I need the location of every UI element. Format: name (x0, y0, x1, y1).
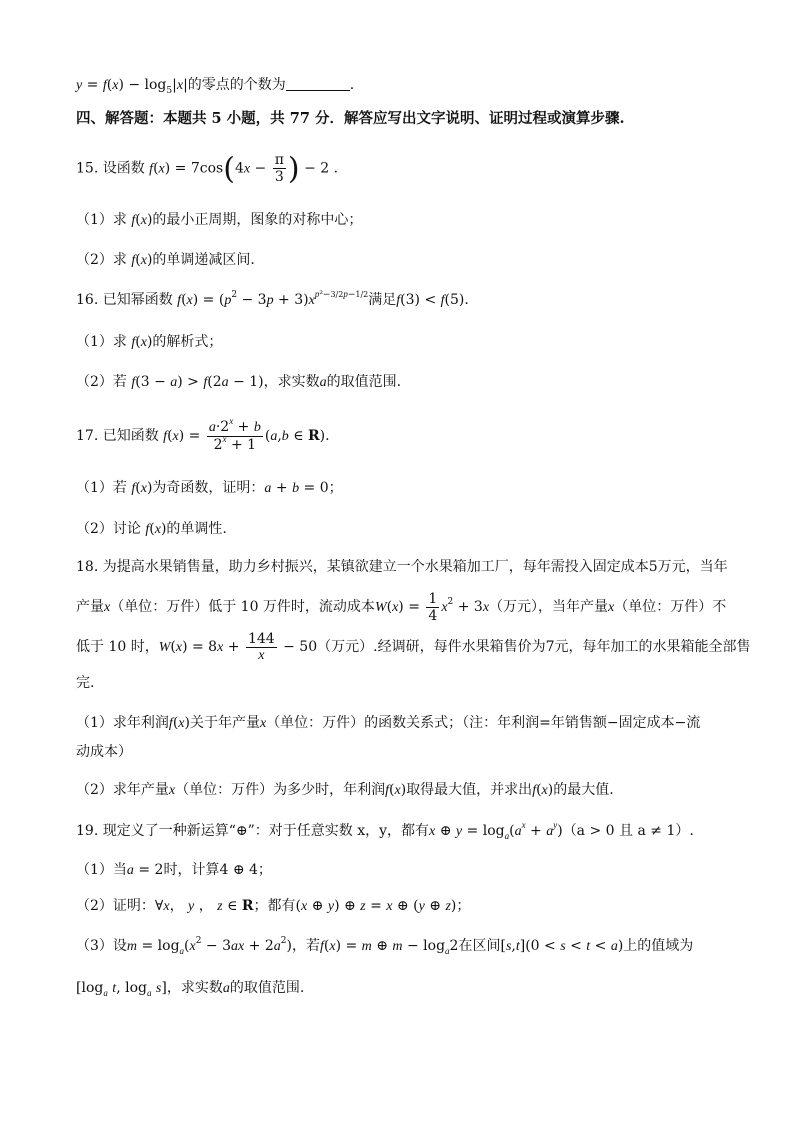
q17-number: 17. (76, 428, 99, 444)
q19-part3-d: 上的值域为 (623, 938, 694, 954)
q18-price: 7 (545, 639, 555, 655)
q18-part1-b: 关于年产量 (189, 715, 260, 731)
q18-line3-d: 元，每年加工的水果箱能全部售 (554, 639, 751, 655)
q17-part1-label: （1）若 (76, 480, 127, 496)
q17-part2: （2）讨论 f(x)的单调性. (76, 521, 227, 537)
q16-part2-text: ，求实数 (263, 374, 320, 390)
q17-part2-label: （2）讨论 (76, 521, 141, 537)
q18-part1-a: （1）求年利润 (76, 715, 169, 731)
q15-part2-label: （2）求 (76, 252, 127, 268)
q18-line3: 低于 10 时，W(x) = 8x + $\frac{144}{x}$ − 50（万元）.经调研，每件水果箱售价为7元，每年加工的水果箱能全部售 (76, 630, 751, 663)
q18-line1 (76, 557, 734, 577)
q17-lead: 已知函数 (102, 428, 159, 444)
q19-part3-e: ，求实数 (166, 980, 223, 996)
prev-tail-text: 的零点的个数为 (187, 77, 286, 93)
q16-part1-label: （1）求 (76, 334, 127, 350)
q19-part2-b: ；都有 (253, 898, 296, 914)
answer-blank (286, 76, 350, 91)
q18-part2: （2）求年产量x（单位：万件）为多少时，年利润f(x)取得最大值，并求出f(x)的最大值. (76, 782, 614, 798)
q19-part3-f: 的取值范围. (229, 980, 305, 996)
q18-part1: （1）求年利润f(x)关于年产量x（单位：万件）的函数关系式；（注：年利润=年销售额−固定成本−流 (76, 715, 701, 731)
q16-part1: （1）求 f(x)的解析式； (76, 334, 223, 350)
q17-part1-text: 为奇函数，证明： (152, 480, 265, 496)
q18-number: 18. (76, 559, 99, 575)
q16-cond: 满足 (368, 292, 397, 308)
q15-stem: 15. 设函数 f(x) = 7cos(4x − $\frac{\pi}{3}$ ) − 2 . (76, 151, 339, 187)
q18-part1-c: （单位：万件）的函数关系式；（注：年利润=年销售额−固定成本−流 (266, 715, 701, 731)
q19-part2-c: ； (456, 898, 471, 914)
q17-stem: 17. 已知函数 f(x) = $\frac{a\cdot 2^x + b}{2^x + 1}$ (a,b ∈ R). (76, 416, 330, 453)
q18-line2-a: 产量 (76, 599, 104, 615)
q18-line2: 产量x（单位：万件）低于 10 万件时，流动成本W(x) = $\frac{1}{4}$ $x^2 + 3x$（万元），当年产量x（单位：万件）不 (76, 590, 727, 624)
q18-fixed-cost: 5 (648, 559, 658, 575)
q17-part1: （1）若 f(x)为奇函数，证明：a + b = 0； (76, 480, 343, 496)
prev-tail-end: . (349, 77, 355, 93)
q18-part2-a: （2）求年产量 (76, 782, 169, 798)
q19-part3-a: （3）设 (76, 938, 127, 954)
q17-part2-text: 的单调性. (166, 521, 227, 537)
q15-number: 15. (76, 160, 99, 177)
q19-part1-c: ； (257, 862, 272, 878)
q16-part2-end: 的取值范围. (326, 374, 402, 390)
q16-stem: 16. 已知幂函数 $f(x) = (p^2 - 3p + 3)x^{p^2-3/2p-1/2}$满足f(3) < f(5). (76, 289, 469, 308)
q15-part1-label: （1）求 (76, 212, 127, 228)
q16-number: 16. (76, 292, 99, 308)
q19-stem: 19. 现定义了一种新运算“⊕”：对于任意实数 x，y，都有x ⊕ $y = \log_a(a^x + a^y)(a > 0$ 且 a ≠ 1）. (76, 820, 694, 841)
q19-part2-a: （2）证明： (76, 898, 155, 914)
q19-cond: （a > 0 且 a ≠ 1）. (562, 823, 694, 839)
q18-part2-c: 取得最大值，并求出 (406, 782, 533, 798)
q16-part2-label: （2）若 (76, 374, 127, 390)
q19-part3-b: ，若 (291, 938, 320, 954)
q15-part2: （2）求 f(x)的单调递减区间. (76, 252, 255, 268)
q18-part2-d: 的最大值. (553, 782, 614, 798)
q18-line3-a: 低于 10 时， (76, 639, 159, 655)
q16-part1-text: 的解析式； (152, 334, 223, 350)
q19-part1: （1）当a = 2时，计算4 ⊕ 4； (76, 862, 272, 878)
q15-part1-text: 的最小正周期，图象的对称中心； (152, 212, 363, 228)
q18-line1-end: 万元，当年 (657, 559, 728, 575)
q15-part1: （1）求 f(x)的最小正周期，图象的对称中心； (76, 212, 363, 228)
q19-lead: 现定义了一种新运算“⊕”：对于任意实数 x，y，都有 (102, 823, 430, 839)
q19-part1-a: （1）当 (76, 862, 127, 878)
q19-number: 19. (76, 823, 99, 839)
q18-line2-d: （单位：万件）不 (614, 599, 727, 615)
q18-line3-b: （万元）.经调研，每件水果箱售价为 (317, 639, 546, 655)
q15-part2-text: 的单调递减区间. (152, 252, 255, 268)
q18-line4: 完. (76, 675, 95, 691)
q18-part1-cont: 动成本） (76, 744, 132, 760)
q19-part2: （2）证明：∀x， y ， z ∈ R；都有(x ⊕ y) ⊕ z = x ⊕ (y ⊕ z)； (76, 898, 471, 914)
q18-line2-b: （单位：万件）低于 10 万件时，流动成本 (110, 599, 375, 615)
q19-part3-cont: [$\log_a$ t, $\log_a s$]，求实数a的取值范围. (76, 980, 305, 998)
q16-part2: （2）若 f(3 − a) > f(2a − 1)，求实数a的取值范围. (76, 374, 402, 390)
q19-part3: （3）设$m = \log_a(x^2 - 3ax + 2a^2)$，若f(x) = m ⊕ $m - \log_a2$在区间[s,t](0 < s < t < a)上的值域为 (76, 936, 694, 956)
q15-lead: 设函数 (102, 160, 145, 177)
q19-part1-b: 时，计算 (163, 862, 220, 878)
q18-line1-text: 为提高水果销售量，助力乡村振兴，某镇欲建立一个水果箱加工厂，每年需投入固定成本 (102, 559, 649, 575)
q18-line2-c: （万元），当年产量 (489, 599, 609, 615)
q16-lead: 已知幂函数 (102, 292, 173, 308)
prev-question-tail: $y = f(x) - \log_5|x|$的零点的个数为 . (76, 77, 355, 96)
q19-part3-c: 在区间 (458, 938, 501, 954)
section-heading: 四、解答题：本题共 5 小题，共 77 分．解答应写出文字说明、证明过程或演算步骤. (76, 110, 625, 127)
q18-part2-b: （单位：万件）为多少时，年利润 (175, 782, 386, 798)
